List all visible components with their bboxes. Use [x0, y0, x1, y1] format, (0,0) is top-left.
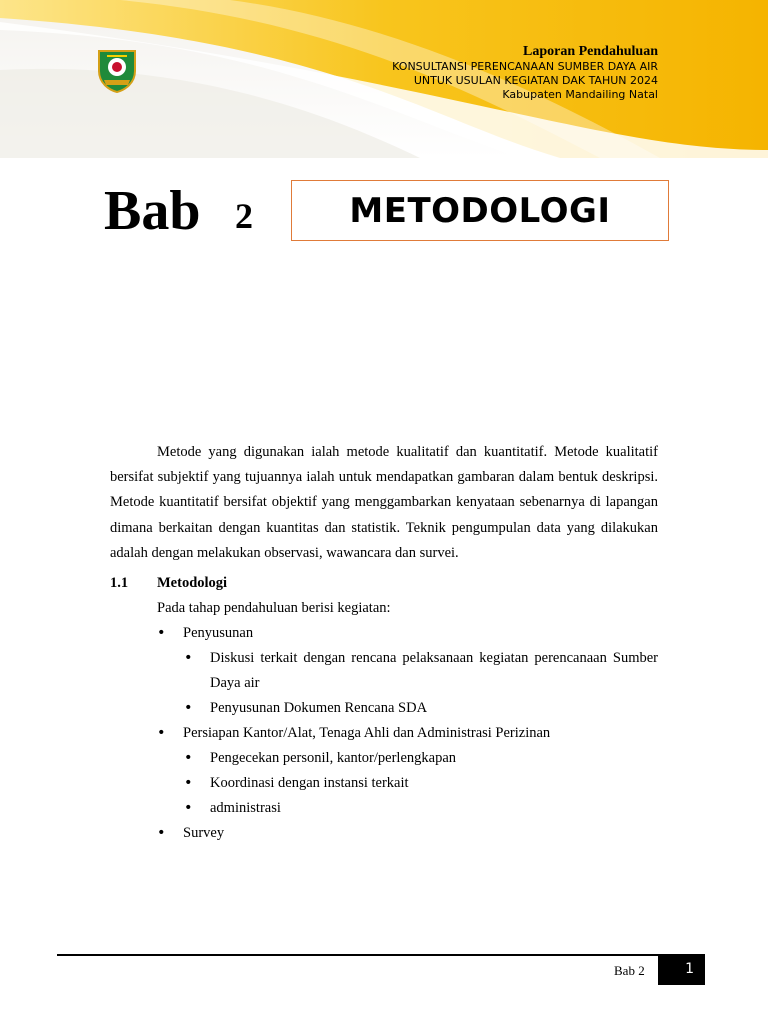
chapter-title: METODOLOGI: [349, 190, 611, 231]
list-item: • Penyusunan: [183, 621, 658, 646]
chapter-content: [110, 440, 658, 846]
footer-chapter-label: Bab 2: [614, 963, 645, 978]
report-title: Laporan Pendahuluan: [523, 44, 658, 59]
intro-paragraph: Metode yang digunakan ialah metode kualitatif dan kuantitatif. Metode kualitatif bersifat subjektif yang tujuannya ialah untuk mendapatkan gambaran dalam bentuk deskripsi. Metode kuantitatif bersifat objektif yang menggambarkan kenyataan sebenarnya di lapangan dimana berkaitan dengan kuantitas dan statistik. Teknik pengumpulan data yang dilakukan adalah dengan melakukan observasi, wawancara dan survei.: [110, 444, 658, 561]
list-item: • Survey: [183, 821, 658, 846]
footer-divider: [57, 954, 705, 956]
list-item: • Koordinasi dengan instansi terkait: [210, 771, 658, 796]
chapter-number: 2: [235, 196, 253, 236]
regency-emblem-logo: [95, 47, 139, 93]
chapter-title-box: [291, 180, 669, 241]
regency-name: Kabupaten Mandailing Natal: [502, 88, 658, 101]
bullet-icon: •: [184, 750, 193, 767]
project-name-line1: KONSULTANSI PERENCANAAN SUMBER DAYA AIR: [392, 60, 658, 73]
bullet-icon: •: [157, 825, 166, 842]
bullet-icon: •: [157, 725, 166, 742]
page-number: 1: [658, 956, 705, 985]
bullet-icon: •: [184, 800, 193, 817]
section-title: Metodologi: [157, 575, 228, 592]
chapter-word: Bab: [104, 180, 201, 242]
bullet-icon: •: [184, 775, 193, 792]
list-item: • Persiapan Kantor/Alat, Tenaga Ahli dan Administrasi Perizinan: [183, 721, 658, 746]
activities-list: [110, 621, 658, 846]
report-header: [392, 43, 658, 102]
list-item: • Penyusunan Dokumen Rencana SDA: [210, 696, 658, 721]
list-item: • Pengecekan personil, kantor/perlengkapan: [210, 746, 658, 771]
bullet-icon: •: [184, 650, 193, 667]
list-item: • Diskusi terkait dengan rencana pelaksanaan kegiatan perencanaan Sumber Daya air: [210, 646, 658, 696]
activities-intro: Pada tahap pendahuluan berisi kegiatan:: [157, 600, 391, 617]
bullet-icon: •: [157, 625, 166, 642]
project-name-line2: UNTUK USULAN KEGIATAN DAK TAHUN 2024: [413, 74, 658, 87]
section-number: 1.1: [110, 575, 129, 592]
list-item: • administrasi: [210, 796, 658, 821]
bullet-icon: •: [184, 700, 193, 717]
section-heading: [110, 571, 658, 596]
